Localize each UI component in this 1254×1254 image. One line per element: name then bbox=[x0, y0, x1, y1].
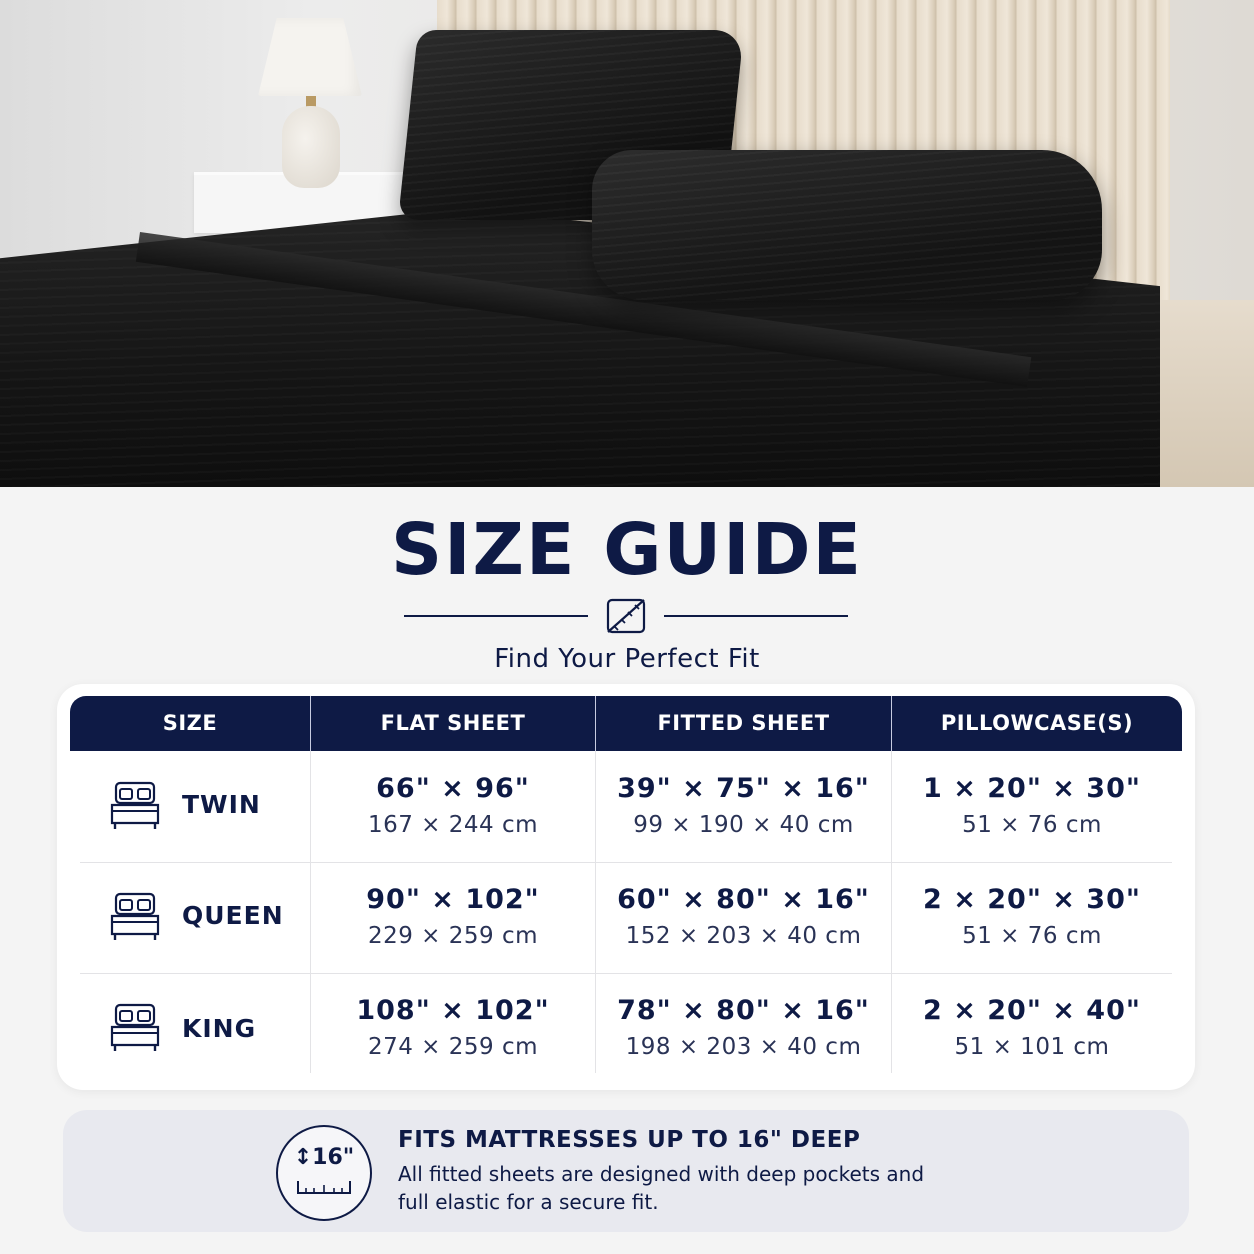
table-row bbox=[70, 751, 310, 861]
table-header bbox=[70, 696, 1182, 751]
flat-sheet-king bbox=[311, 995, 595, 1060]
bed-icon bbox=[108, 890, 162, 944]
pillowcase-queen bbox=[892, 884, 1172, 949]
flat-sheet-queen bbox=[311, 884, 595, 949]
fitted-inches: 60" × 80" × 16" bbox=[617, 884, 870, 915]
pillow-cm: 51 × 76 cm bbox=[962, 812, 1102, 838]
pillow-cm: 51 × 101 cm bbox=[954, 1034, 1110, 1060]
size-label-king: KING bbox=[182, 1014, 257, 1043]
title-rule-right bbox=[664, 615, 848, 617]
flat-sheet-twin bbox=[311, 773, 595, 838]
depth-badge bbox=[276, 1125, 372, 1221]
fitted-sheet-king bbox=[596, 995, 891, 1060]
fitted-cm: 99 × 190 × 40 cm bbox=[633, 812, 854, 838]
flat-inches: 90" × 102" bbox=[366, 884, 540, 915]
bed-icon bbox=[108, 1001, 162, 1055]
table-row bbox=[70, 973, 310, 1083]
pillow-cm: 51 × 76 cm bbox=[962, 923, 1102, 949]
pillow-inches: 1 × 20" × 30" bbox=[923, 773, 1141, 804]
ruler-icon bbox=[604, 596, 648, 636]
title-rule-left bbox=[404, 615, 588, 617]
header-flat-sheet: FLAT SHEET bbox=[380, 711, 526, 735]
pillow-inches: 2 × 20" × 30" bbox=[923, 884, 1141, 915]
bed-icon bbox=[108, 779, 162, 833]
lamp-base bbox=[282, 106, 340, 188]
fitted-cm: 152 × 203 × 40 cm bbox=[625, 923, 862, 949]
fitted-cm: 198 × 203 × 40 cm bbox=[625, 1034, 862, 1060]
note-body: All fitted sheets are designed with deep pockets and full elastic for a secure fit. bbox=[398, 1162, 925, 1214]
fitted-sheet-twin bbox=[596, 773, 891, 838]
flat-cm: 167 × 244 cm bbox=[367, 812, 539, 838]
pillow-inches: 2 × 20" × 40" bbox=[923, 995, 1141, 1026]
size-label-twin: TWIN bbox=[182, 790, 261, 819]
flat-cm: 274 × 259 cm bbox=[367, 1034, 539, 1060]
header-fitted-sheet: FITTED SHEET bbox=[657, 711, 830, 735]
flat-inches: 108" × 102" bbox=[356, 995, 550, 1026]
depth-ruler-icon bbox=[296, 1179, 352, 1195]
pillow-front bbox=[592, 150, 1102, 300]
fitted-inches: 78" × 80" × 16" bbox=[617, 995, 870, 1026]
pillowcase-twin bbox=[892, 773, 1172, 838]
note-title: FITS MATTRESSES UP TO 16" DEEP bbox=[398, 1127, 861, 1153]
pillowcase-king bbox=[892, 995, 1172, 1060]
flat-cm: 229 × 259 cm bbox=[367, 923, 539, 949]
flat-inches: 66" × 96" bbox=[376, 773, 530, 804]
depth-badge-text: ↕16" bbox=[293, 1145, 355, 1170]
page-title: SIZE GUIDE bbox=[390, 508, 864, 591]
fitted-inches: 39" × 75" × 16" bbox=[617, 773, 870, 804]
size-label-queen: QUEEN bbox=[182, 901, 284, 930]
page-subtitle: Find Your Perfect Fit bbox=[494, 644, 760, 674]
header-size: SIZE bbox=[162, 711, 218, 735]
header-pillowcases: PILLOWCASE(S) bbox=[940, 711, 1134, 735]
fitted-sheet-queen bbox=[596, 884, 891, 949]
product-photo bbox=[0, 0, 1254, 487]
table-row bbox=[70, 862, 310, 972]
